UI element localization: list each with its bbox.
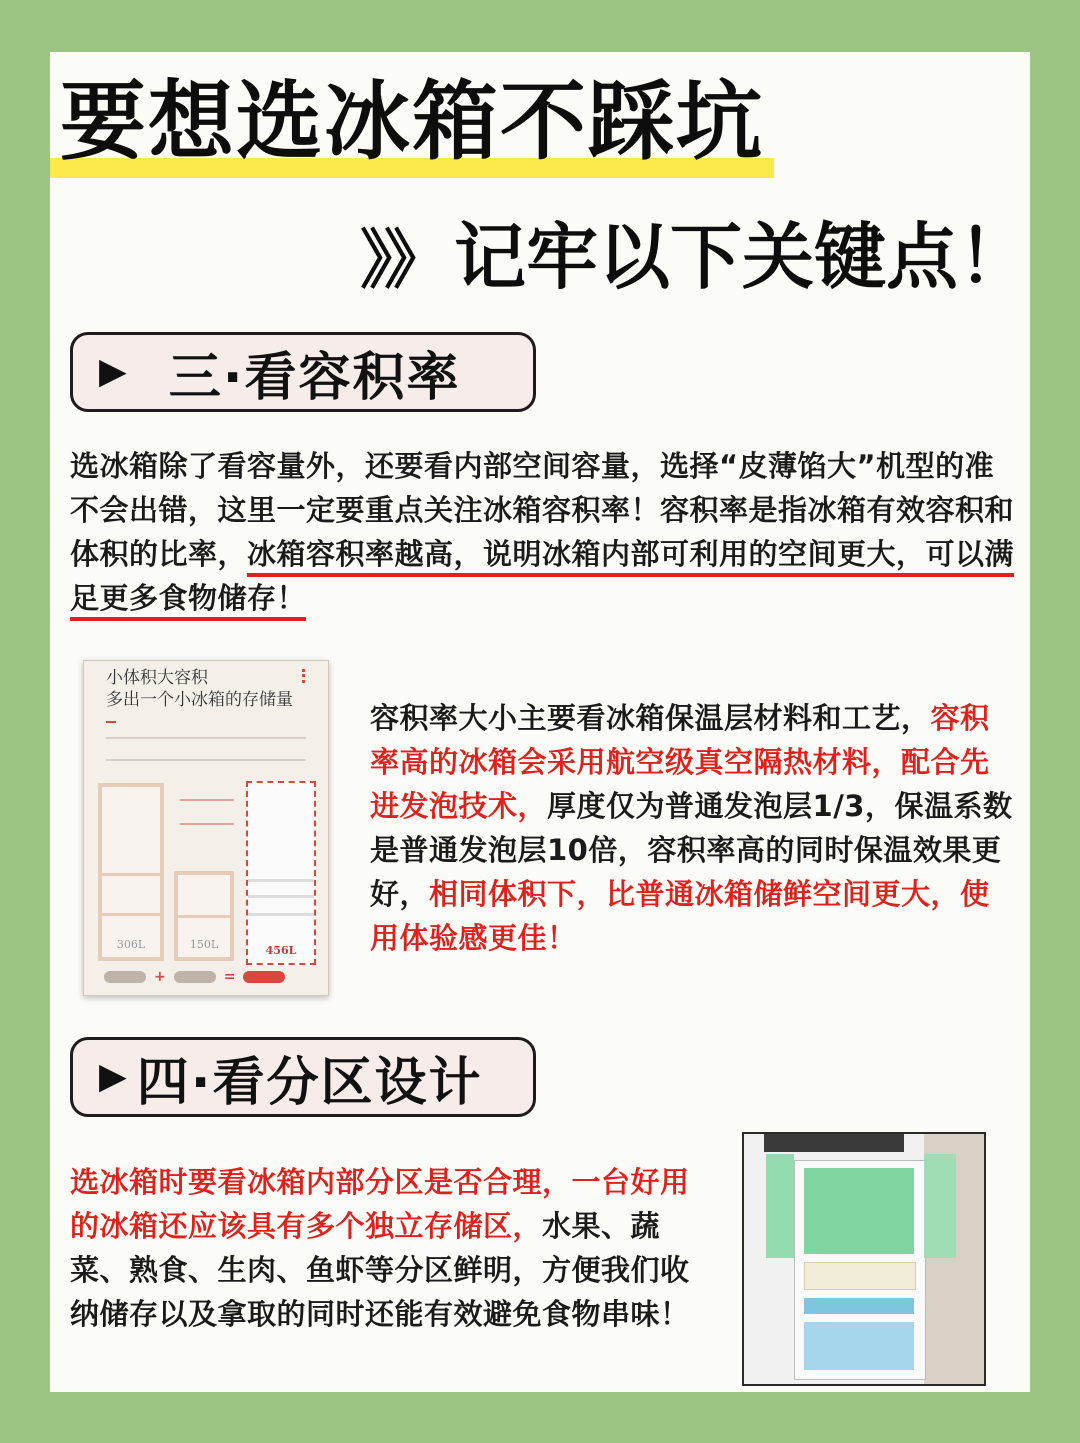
menu-dots-icon	[302, 669, 308, 683]
fridge-door-left	[766, 1154, 794, 1258]
freezer-zone	[804, 1322, 914, 1370]
paragraph-text: 选冰箱除了看容量外，还要看内部空间容量，选择“皮薄馅大”机型的准不会出错，这里一定要重点关注冰箱容积率！容积率是指冰箱有效容积和体积的比率，	[70, 449, 1015, 571]
section-3-paragraph-2	[370, 696, 1015, 960]
equals-sign: =	[223, 969, 236, 985]
plus-sign: +	[154, 969, 166, 985]
fridge-label: 150L	[189, 938, 219, 951]
fridge-label: 456L	[265, 944, 297, 957]
equation-row	[104, 971, 285, 983]
paragraph-text: 厚度仅为普通发泡层1/3，保温系数是普通发泡层10倍，容积率高的同时保温效果更好，	[370, 789, 1013, 911]
fridge-150l	[174, 871, 234, 961]
middle-zone	[804, 1262, 916, 1290]
content-sheet	[50, 52, 1030, 1392]
fridge-zones-photo	[742, 1132, 986, 1386]
callout-placeholder	[180, 799, 234, 825]
section-3-heading	[70, 332, 536, 412]
fridge-456l	[246, 781, 316, 965]
label-chip-highlight	[243, 971, 285, 983]
cabinet-top	[764, 1134, 904, 1152]
drawer-zone	[804, 1298, 914, 1314]
title-block	[50, 72, 774, 172]
fridge-label: 306L	[116, 938, 146, 951]
section-3-paragraph-1	[70, 444, 1015, 620]
volume-ratio-illustration	[83, 660, 329, 996]
label-chip	[104, 971, 146, 983]
label-chip	[174, 971, 216, 983]
section-4-paragraph	[70, 1160, 715, 1336]
double-chevron-icon: 》》	[359, 224, 440, 298]
red-highlight: 容积率高的冰箱会采用航空级真空隔热材料，配合先进发泡技术，	[370, 701, 990, 823]
accent-dash	[106, 721, 116, 723]
play-triangle-icon: ▶	[99, 351, 127, 392]
section-4-heading	[70, 1037, 536, 1117]
paragraph-text: 水果、蔬菜、熟食、生肉、鱼虾等分区鲜明，方便我们收纳储存以及拿取的同时还能有效避免食物串味！	[70, 1209, 690, 1331]
red-highlight: 选冰箱时要看冰箱内部分区是否合理，一台好用的冰箱还应该具有多个独立存储区，	[70, 1165, 690, 1243]
section-3-title: 三·看容积率	[168, 347, 461, 408]
page-subtitle	[360, 212, 1030, 306]
fine-print-placeholder	[106, 737, 306, 761]
paragraph-text: 容积率大小主要看冰箱保温层材料和工艺，	[370, 701, 931, 735]
illustration-title: 小体积大容积 多出一个小冰箱的存储量	[106, 668, 293, 710]
underlined-highlight: 冰箱容积率越高，说明冰箱内部可利用的空间更大，可以满足更多食物储存！	[70, 537, 1014, 621]
subtitle-text: 记牢以下关键点！	[453, 215, 1030, 299]
page-title: 要想选冰箱不踩坑	[50, 72, 774, 172]
fridge-306l	[98, 783, 164, 961]
play-triangle-icon: ▶	[99, 1056, 127, 1097]
fresh-zone	[804, 1168, 914, 1254]
red-highlight: 相同体积下，比普通冰箱储鲜空间更大，使用体验感更佳！	[370, 877, 990, 955]
section-4-title: 四·看分区设计	[136, 1052, 483, 1113]
fridge-door-right	[924, 1154, 956, 1258]
